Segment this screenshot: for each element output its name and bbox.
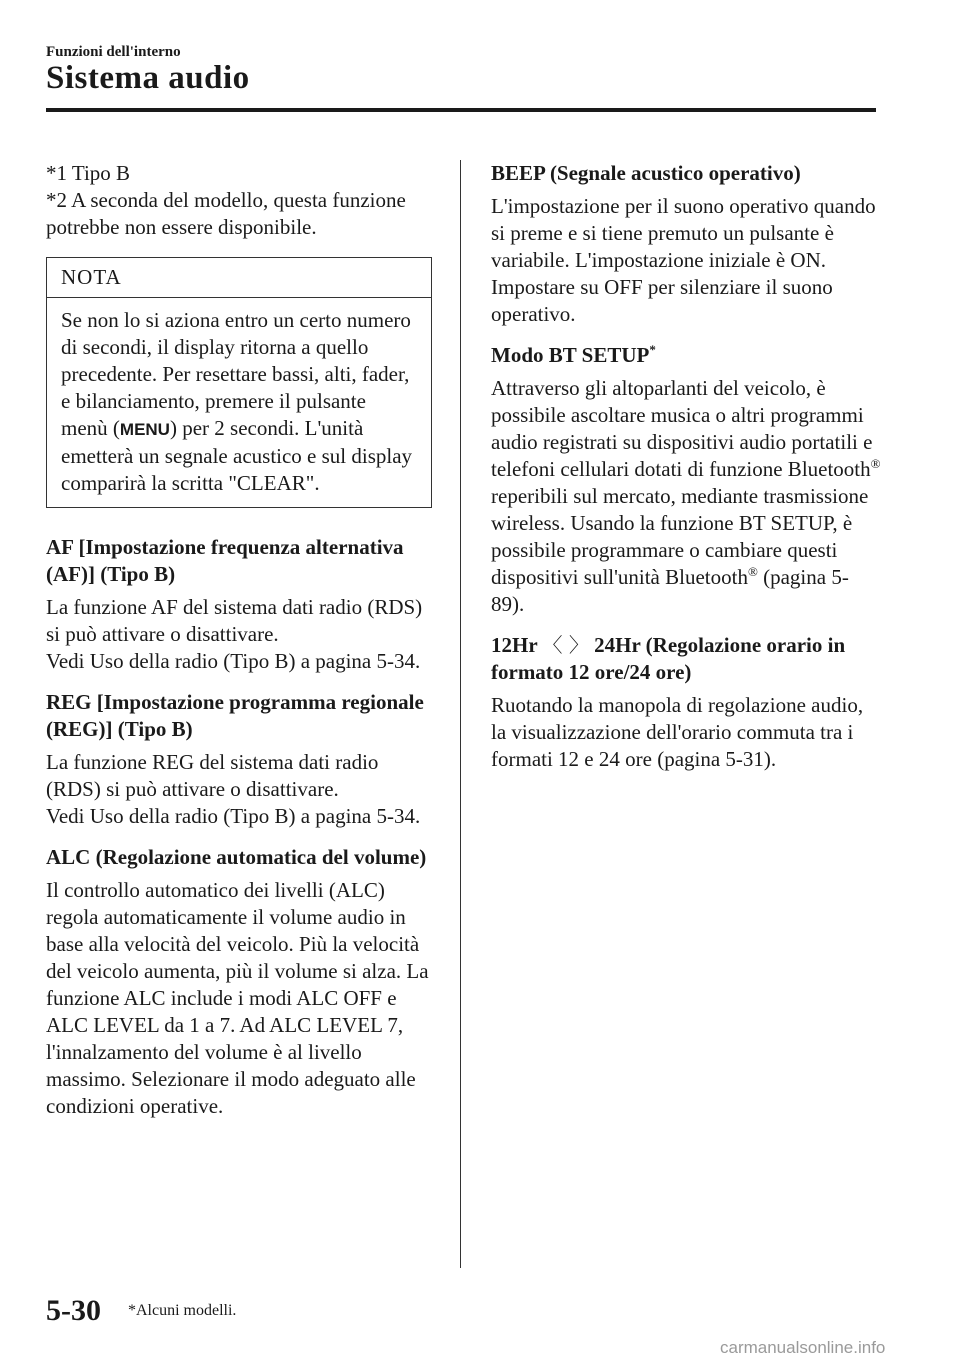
beep-text: L'impostazione per il suono operativo quando si preme e si tiene premuto un pulsante è variabile. L'impostazione iniziale è ON. Impostare su OFF per silenziare il suono operativo. [491, 194, 876, 326]
bt-text-1: Attraverso gli altoparlanti del veicolo, è possibile ascoltare musica o altri programmi audio registrati su dispositivi audio portatili e telefoni cellulari dotati di funzione Bluetooth [491, 376, 873, 481]
header-rule [46, 108, 876, 112]
reg-text-2: Vedi Uso della radio (Tipo B) a pagina 5-34. [46, 804, 421, 828]
bt-setup-heading [491, 342, 881, 369]
footnote-type-b: *1 Tipo B [46, 161, 131, 185]
left-right-arrows-icon: 〈 〉 [542, 633, 589, 657]
registered-mark: ® [870, 456, 881, 471]
registered-mark: ® [747, 564, 758, 579]
column-right [491, 160, 881, 781]
column-divider [460, 160, 461, 1268]
page-title: Sistema audio [46, 60, 250, 96]
af-heading: AF [Impostazione frequenza alternativa (AF)] (Tipo B) [46, 535, 404, 586]
column-left [46, 160, 432, 1128]
beep-heading: BEEP (Segnale acustico operativo) [491, 161, 801, 185]
note-box [46, 257, 432, 508]
reg-text-1: La funzione REG del sistema dati radio (RDS) si può attivare o disattivare. [46, 750, 379, 801]
hour-format-text: Ruotando la manopola di regolazione audio, la visualizzazione dell'orario commuta tra i formati 12 e 24 ore (pagina 5-31). [491, 693, 864, 771]
bt-setup-text [491, 375, 881, 618]
bt-text-3: (pagina 5-89). [491, 565, 849, 616]
note-text-1: Se non lo si aziona entro un certo numero di secondi, il display ritorna a quello precedente. Per resettare bassi, alti, fader, e bilanciamento, premere il pulsante menù ( [61, 308, 411, 440]
reg-heading: REG [Impostazione programma regionale (REG)] (Tipo B) [46, 690, 424, 741]
some-models-mark: * [649, 342, 656, 357]
page-number: 5-30 [46, 1294, 101, 1327]
hour-format-heading-2: 24Hr (Regolazione orario in formato 12 ore/24 ore) [491, 633, 846, 684]
note-body [47, 298, 431, 507]
bt-text-2: reperibili sul mercato, mediante trasmissione wireless. Usando la funzione BT SETUP, è possibile programmare o cambiare questi dispositivi sull'unità Bluetooth [491, 484, 869, 589]
footer-note: *Alcuni modelli. [128, 1302, 237, 1319]
menu-key-label: MENU [119, 420, 170, 439]
note-title: NOTA [47, 258, 431, 298]
footnote-model: *2 A seconda del modello, questa funzione potrebbe non essere disponibile. [46, 188, 406, 239]
af-text-1: La funzione AF del sistema dati radio (RDS) si può attivare o disattivare. [46, 595, 423, 646]
note-text-2: ) per 2 secondi. L'unità emetterà un segnale acustico e sul display comparirà la scritta "CLEAR". [61, 416, 413, 495]
alc-text: Il controllo automatico dei livelli (ALC) regola automaticamente il volume audio in base alla velocità del veicolo. Più la velocità del veicolo aumenta, più il volume si alza. La funzione ALC include i modi ALC OFF e ALC LEVEL da 1 a 7. Ad ALC LEVEL 7, l'innalzamento del volume è al livello massimo. Selezionare il modo adeguato alle condizioni operative. [46, 878, 429, 1118]
hour-format-heading [491, 632, 881, 686]
watermark-brand: carmanualsonline.info [720, 1338, 886, 1357]
af-text-2: Vedi Uso della radio (Tipo B) a pagina 5-34. [46, 649, 421, 673]
hour-format-heading-1: 12Hr [491, 633, 543, 657]
bt-setup-heading-text: Modo BT SETUP [491, 343, 650, 367]
alc-heading: ALC (Regolazione automatica del volume) [46, 845, 427, 869]
section-label: Funzioni dell'interno [46, 44, 181, 60]
